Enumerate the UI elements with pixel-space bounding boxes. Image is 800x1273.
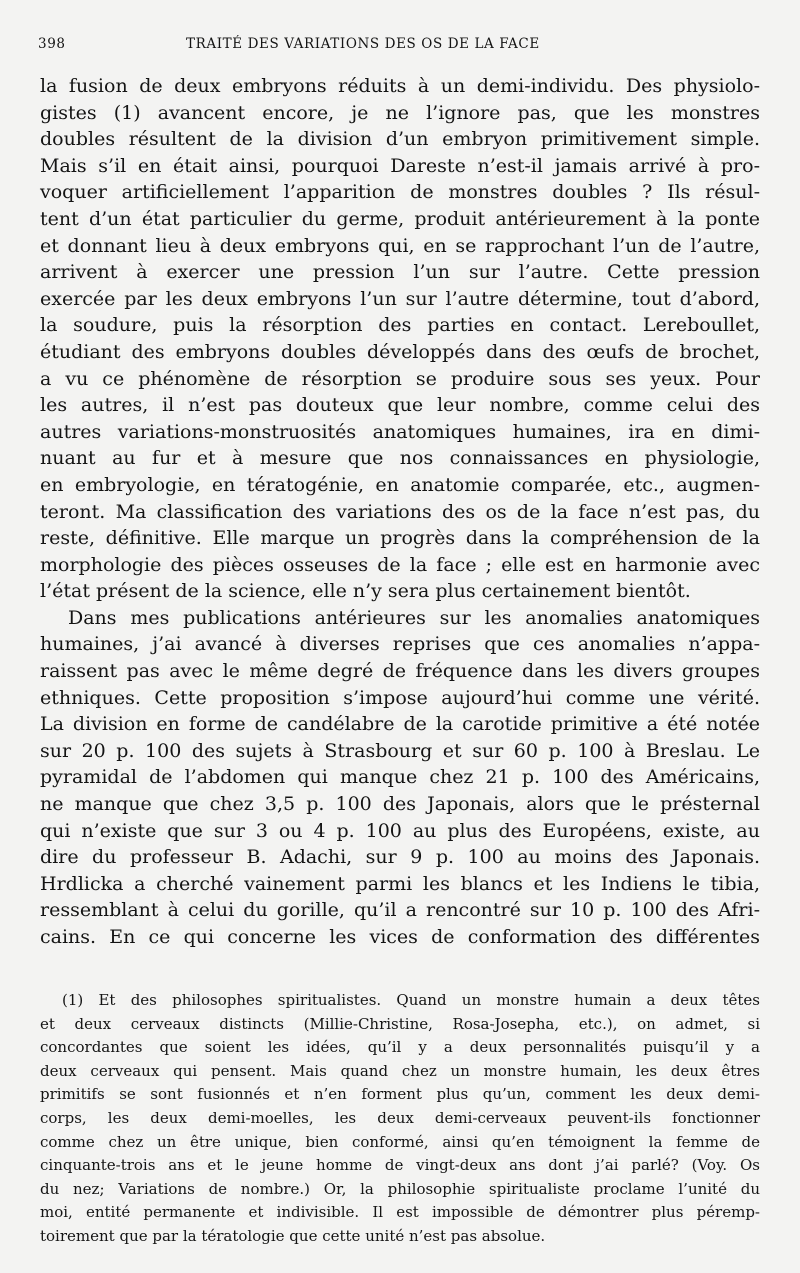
text-line: Dans mes publications antérieures sur les anomalies anatomiques — [68, 606, 760, 629]
text-line: tent d’un état particulier du germe, produit antérieurement à la ponte — [40, 207, 760, 230]
footnote-line: du nez; Variations de nombre.) Or, la philosophie spiritualiste proclame l’unité du — [40, 1179, 760, 1198]
text-line: raissent pas avec le même degré de fréquence dans les divers groupes — [40, 660, 760, 683]
footnote — [40, 989, 760, 1249]
footnote-line: primitifs se sont fusionnés et n’en forment plus qu’un, comment les deux demi- — [40, 1085, 760, 1104]
footnote-line: moi, entité permanente et indivisible. Il est impossible de démontrer plus péremp- — [40, 1203, 760, 1222]
text-line: exercée par les deux embryons l’un sur l’autre détermine, tout d’abord, — [40, 287, 760, 310]
text-line: la fusion de deux embryons réduits à un demi-individu. Des physiolo- — [40, 75, 760, 97]
footnote-line: corps, les deux demi-moelles, les deux demi-cerveaux peuvent-ils fonctionner — [40, 1108, 760, 1127]
footnote-line: toirement que par la tératologie que cette unité n’est pas absolue. — [40, 1226, 546, 1245]
text-line: reste, définitive. Elle marque un progrès dans la compréhension de la — [40, 527, 760, 550]
text-line: ne manque que chez 3,5 p. 100 des Japonais, alors que le présternal — [40, 793, 760, 816]
main-text — [40, 73, 760, 951]
text-line: a vu ce phénomène de résorption se produire sous ses yeux. Pour — [40, 367, 760, 390]
text-line: nuant au fur et à mesure que nos connaissances en physiologie, — [40, 447, 760, 470]
text-line: Mais s’il en était ainsi, pourquoi Dareste n’est-il jamais arrivé à pro- — [40, 154, 760, 177]
text-line: voquer artificiellement l’apparition de monstres doubles ? Ils résul- — [40, 181, 760, 204]
text-line: morphologie des pièces osseuses de la face ; elle est en harmonie avec — [40, 553, 760, 576]
text-line: Hrdlicka a cherché vainement parmi les blancs et les Indiens le tibia, — [40, 872, 760, 895]
text-line: dire du professeur B. Adachi, sur 9 p. 100 au moins des Japonais. — [40, 846, 760, 869]
text-line: La division en forme de candélabre de la carotide primitive a été notée — [40, 713, 760, 736]
text-line: cains. En ce qui concerne les vices de conformation des différentes — [40, 926, 760, 948]
text-line: humaines, j’ai avancé à diverses reprises que ces anomalies n’appa- — [40, 633, 760, 656]
text-line: ethniques. Cette proposition s’impose aujourd’hui comme une vérité. — [40, 686, 760, 709]
page-header — [38, 36, 760, 56]
footnote-line: deux cerveaux qui pensent. Mais quand chez un monstre humain, les deux êtres — [40, 1061, 760, 1080]
running-title: TRAITÉ DES VARIATIONS DES OS DE LA FACE — [186, 36, 540, 52]
text-line: et donnant lieu à deux embryons qui, en se rapprochant l’un de l’autre, — [40, 234, 760, 257]
footnote-line: cinquante-trois ans et le jeune homme de vingt-deux ans dont j’ai parlé? (Voy. Os — [40, 1156, 760, 1175]
text-line: gistes (1) avancent encore, je ne l’ignore pas, que les monstres — [40, 101, 760, 124]
text-line: teront. Ma classification des variations des os de la face n’est pas, du — [40, 500, 760, 523]
footnote-line: (1) Et des philosophes spiritualistes. Quand un monstre humain a deux têtes — [62, 991, 760, 1009]
text-line: arrivent à exercer une pression l’un sur l’autre. Cette pression — [40, 261, 760, 284]
footnote-line: et deux cerveaux distincts (Millie-Christine, Rosa-Josepha, etc.), on admet, si — [40, 1014, 760, 1033]
text-line: sur 20 p. 100 des sujets à Strasbourg et sur 60 p. 100 à Breslau. Le — [40, 739, 760, 762]
page-number: 398 — [38, 36, 66, 52]
text-line: doubles résultent de la division d’un embryon primitivement simple. — [40, 128, 760, 151]
footnote-line: comme chez un être unique, bien conformé, ainsi qu’en témoignent la femme de — [40, 1132, 760, 1151]
text-line: ressemblant à celui du gorille, qu’il a rencontré sur 10 p. 100 des Afri- — [40, 899, 760, 922]
text-line: autres variations-monstruosités anatomiques humaines, ira en dimi- — [40, 420, 760, 443]
text-line: l’état présent de la science, elle n’y sera plus certainement bientôt. — [40, 580, 691, 603]
text-line: en embryologie, en tératogénie, en anatomie comparée, etc., augmen- — [40, 473, 760, 496]
text-line: les autres, il n’est pas douteux que leur nombre, comme celui des — [40, 394, 760, 417]
footnote-line: concordantes que soient les idées, qu’il y a deux personnalités puisqu’il y a — [40, 1038, 760, 1057]
text-line: étudiant des embryons doubles développés dans des œufs de brochet, — [40, 340, 760, 363]
text-line: la soudure, puis la résorption des parties en contact. Lereboullet, — [40, 314, 760, 337]
text-line: qui n’existe que sur 3 ou 4 p. 100 au plus des Européens, existe, au — [40, 819, 760, 842]
text-line: pyramidal de l’abdomen qui manque chez 21 p. 100 des Américains, — [40, 766, 760, 789]
